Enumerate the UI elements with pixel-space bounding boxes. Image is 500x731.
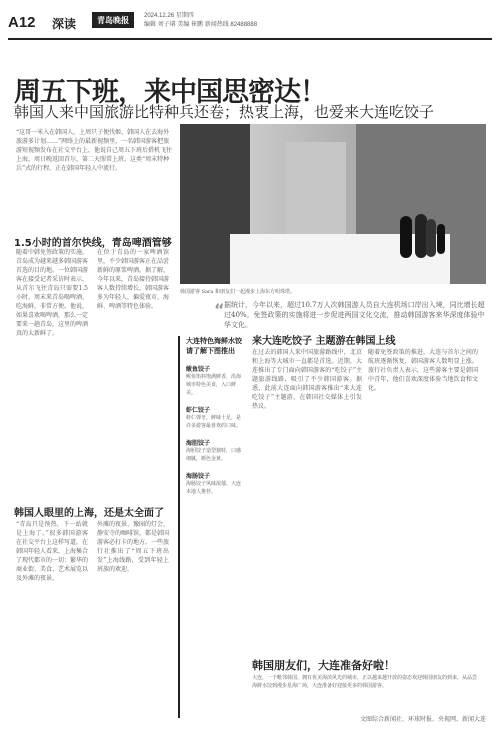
section-name: 深读 [52, 17, 77, 31]
lead-paragraph: “这哥一米入在韩国人，上周只子便伐姬，韩国人在去海外旅游多计划……”网络上的最新视频里，一名韩国游客把旅游短视频发布在社交平台上，他说自己周五下班后搭机飞往上海，周日晚返回首尔，第二天照常上班。这类“周末特种兵”式的行程，正在韩国年轻人中流行。 [16, 129, 173, 172]
headline: 周五下班，来中国思密达！ [14, 77, 326, 108]
photo-caption: 韩国游客 Sara 和朋友们一起漫步上海东方明珠塔。 [180, 289, 295, 295]
source-line: 文图综合新闻社、环球时报、央视网、新闻大连 [359, 716, 486, 723]
street-photo [180, 124, 486, 284]
body-column-3: “青岛只是预热，下一站就是上海了。”很多韩国游客在社交平台上这样写道。在韩国年轻人看来，上海集合了现代都市的一切：繁华的商业街、美食、艺术展览以及外滩的夜景。 [16, 521, 89, 582]
quote-box: 据统计，今年以来，超过10.7万人次韩国游人员自大连机场口岸出入境，同比增长超过40%。免签政策的实施将进一步促进两国文化交流，推动韩国游客来华深度体验中华文化。 [224, 301, 485, 329]
body-column-2: 在位于青岛的一家啤酒馆里，不少韩国游客正在品尝新鲜的原浆啤酒。据了解，今年以来，青岛接待韩国游客人数持续增长，韩国游客多为年轻人，偏爱夜市、海鲜、啤酒等特色体验。 [97, 249, 170, 310]
body-column-5: 在过去的韩国人来中国旅游路线中，北京和上海等大城市一直都是首选。近期，大连推出了专门面向韩国游客的“吃饺子”主题旅游线路，吸引了不少韩国游客。据悉，此前大连面向韩国游客推出“来大连吃饺子”主题游，在韩国社交媒体上引发热议。 [252, 349, 362, 410]
section-title-1: 1.5小时的首尔快线，青岛啤酒管够 [14, 238, 172, 249]
section-title-4: 韩国朋友们，大连准备好啦！ [252, 659, 395, 672]
header-meta: 2024.12.26 星期四 编辑 刘子璿 美编 崔鹏 新闻热线 82488888 [144, 13, 258, 28]
bottom-paragraph: 大连，一个毗邻韩国、拥有优美海滨风光的城市，正以越来越开放的姿态欢迎韩国朋友的到来。从品尝海鲜水饺到漫步星海广场，大连准备好迎接更多的韩国游客。 [252, 675, 478, 689]
section-title-2: 韩国人眼里的上海，还是太全面了 [14, 508, 164, 519]
page-number: A12 [8, 14, 36, 31]
body-column-1: 随着中韩免签政策的实施，青岛成为越来越多韩国游客首选的目的地。一位韩国游客在接受记者采访时表示，从首尔飞往青岛只需要1.5小时，周末来青岛喝啤酒、吃海鲜，非常方便。他说，如果喜欢喝啤酒，那么一定要来一趟青岛，这里的啤酒真的太新鲜了。 [16, 249, 89, 337]
quote-icon: “ [214, 300, 225, 319]
section-title-3: 来大连吃饺子 主题游在韩国上线 [252, 336, 396, 347]
body-column-4: 外滩的夜景、豫园的灯会、静安寺的咖啡馆，都是韩国游客必打卡的地方。一些旅行社推出了“周五下班出发”上海线路，受到年轻上班族的欢迎。 [97, 521, 170, 573]
body-column-6: 随着免签政策的推进，大连与首尔之间的航班逐渐恢复，韩国游客人数明显上涨。旅行社负责人表示，这些游客主要是韩国中青年，他们喜欢深度体验当地饮食和文化。 [368, 349, 478, 392]
page-header [8, 6, 492, 40]
subheadline: 韩国人来中国旅游比特种兵还卷；热衷上海，也爱来大连吃饺子 [14, 103, 435, 121]
dumpling-sidebar: 大连特色海鲜水饺请了解下图推出 鲅鱼饺子 鲅鱼馅料饱满鲜香，沿海城市特色美食，入口鲜美。 虾仁饺子 虾仁弹牙，鲜味十足，是许多游客最喜欢的口味。 海胆饺子 海胆饺子造型独特，口感细腻，颜色金黄。 海肠饺子 海肠饺子风味浓郁，大连本地人推荐。 [178, 336, 244, 718]
newspaper-logo: 青岛晚报 [92, 12, 134, 28]
